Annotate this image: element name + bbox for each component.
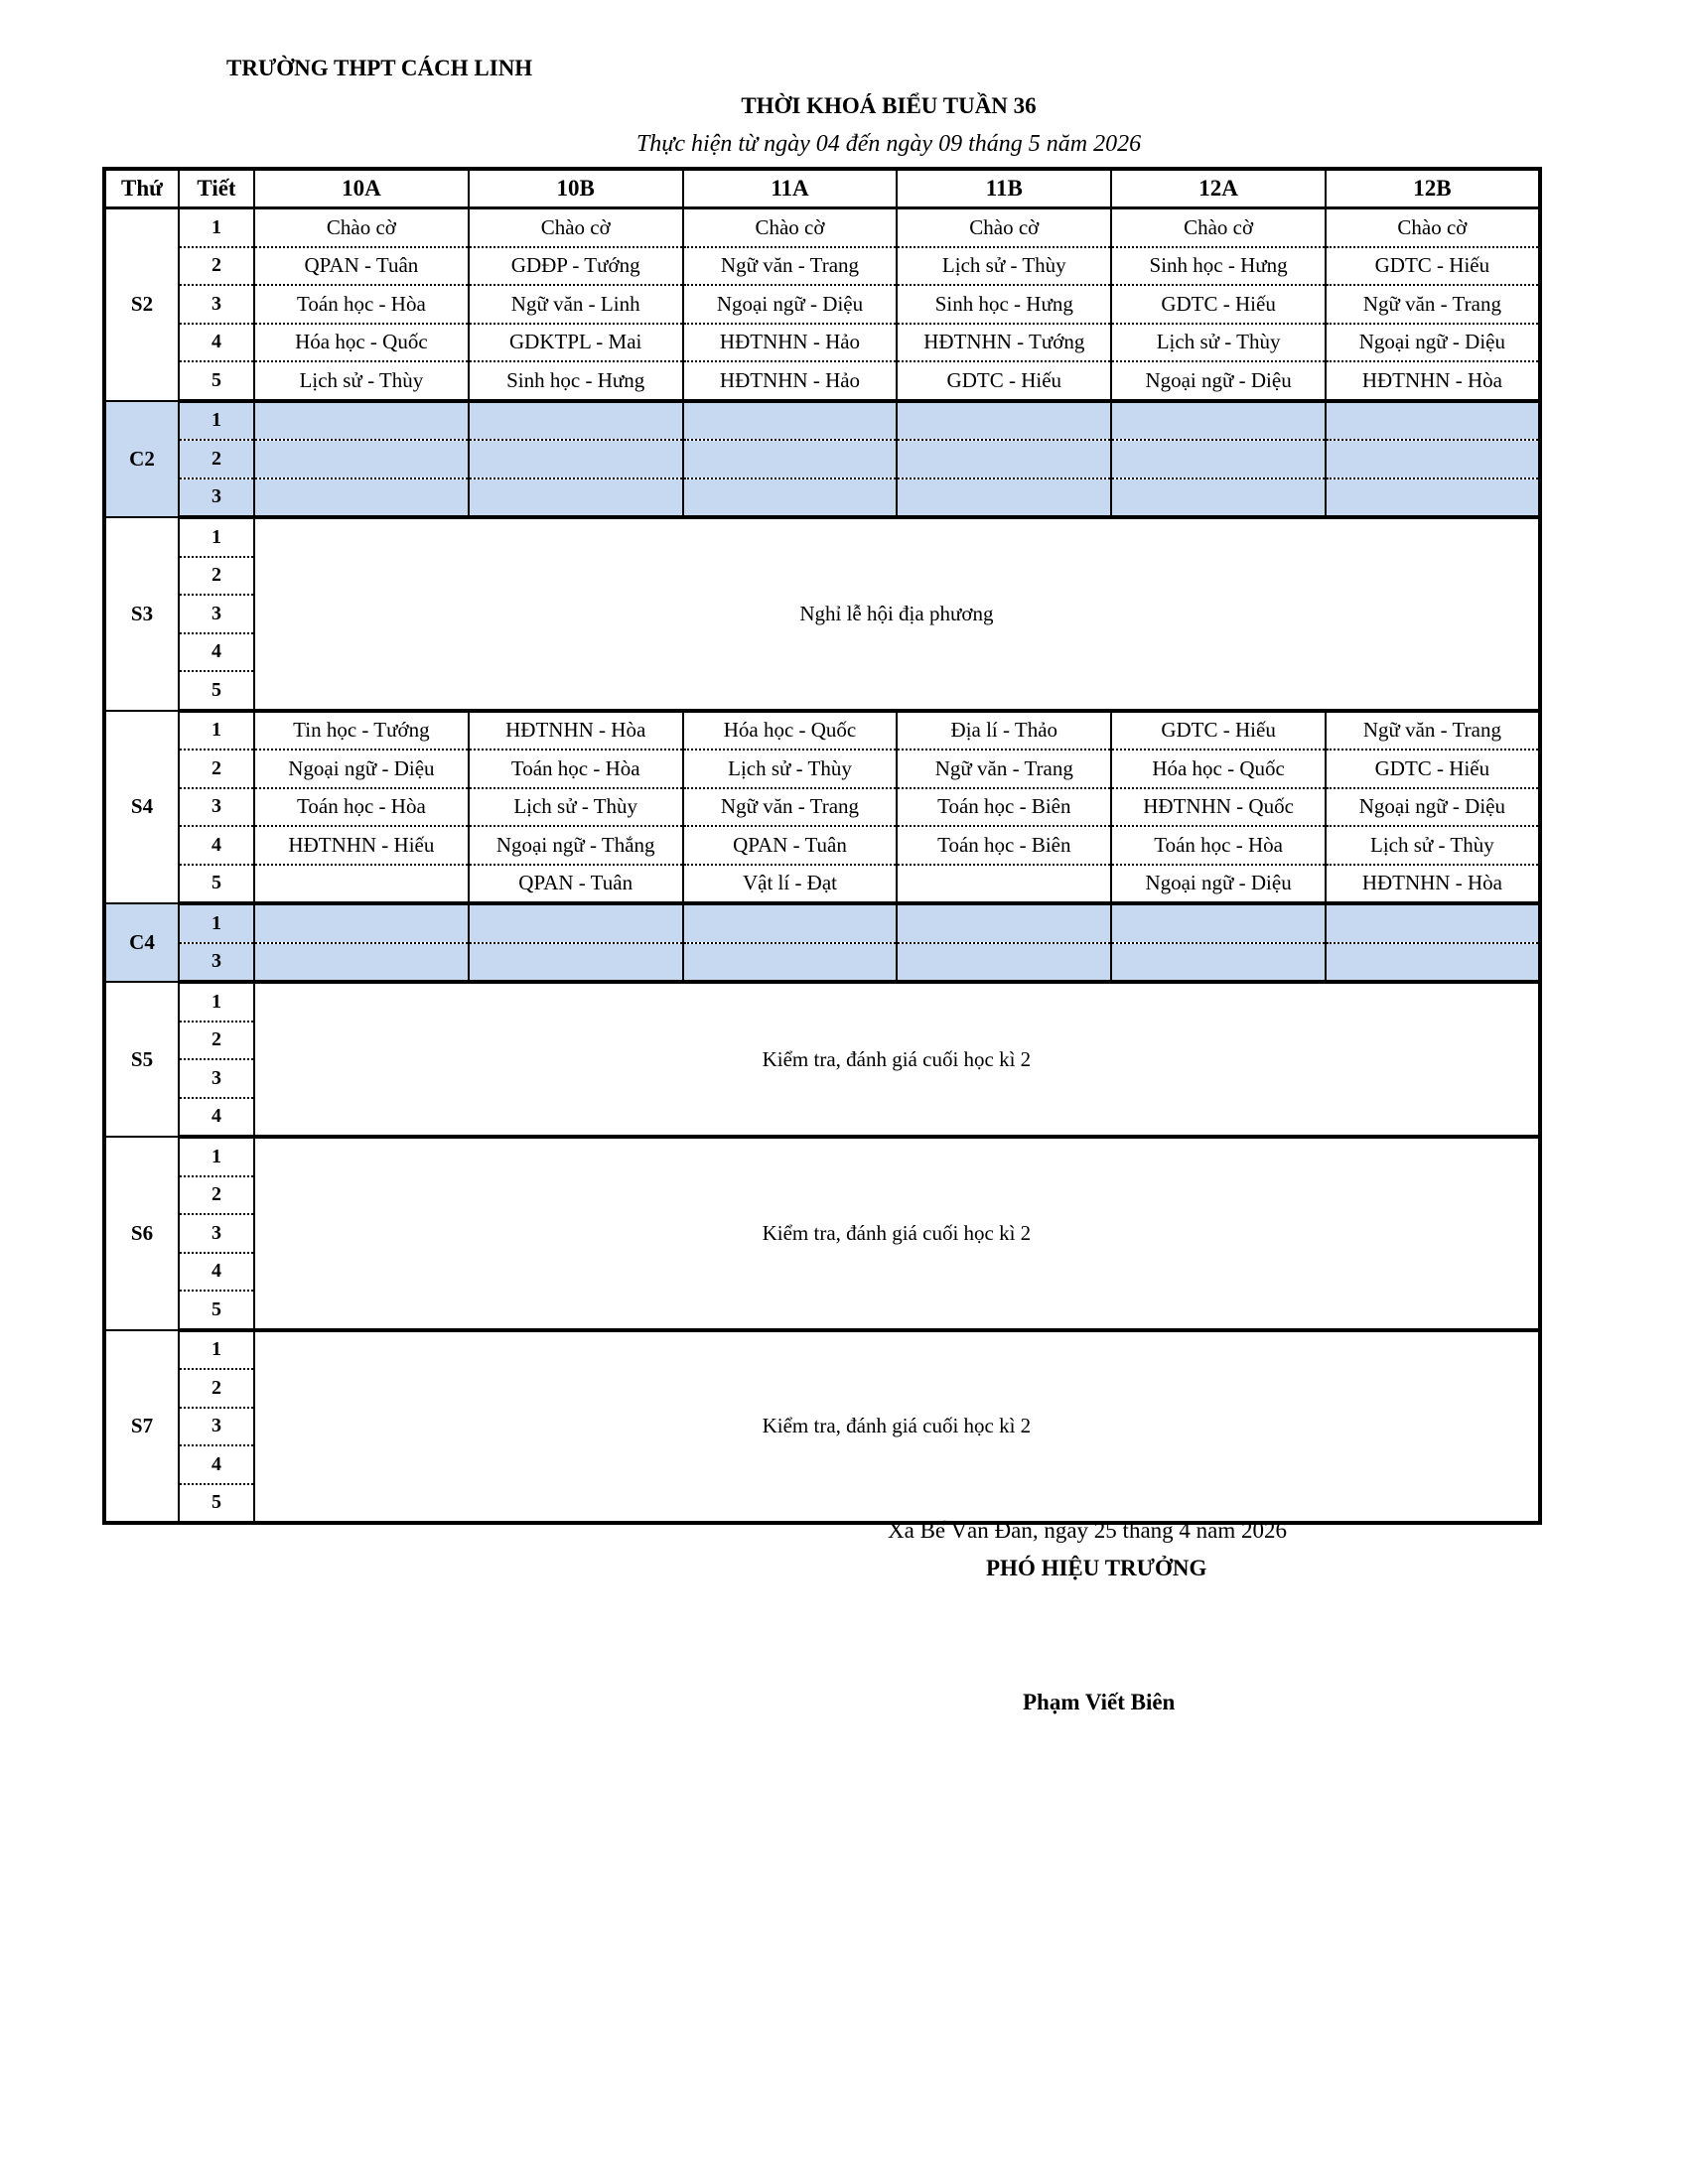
lesson-cell: HĐTNHN - Hảo xyxy=(683,324,898,362)
period-number: 4 xyxy=(179,633,254,672)
lesson-cell: Ngoại ngữ - Diệu xyxy=(1111,361,1326,401)
day-label: S3 xyxy=(104,517,179,711)
lesson-cell: GDĐP - Tướng xyxy=(469,247,683,286)
lesson-cell xyxy=(683,943,898,983)
day-notice-banner: Kiểm tra, đánh giá cuối học kì 2 xyxy=(254,1330,1540,1524)
lesson-cell: Toán học - Hòa xyxy=(254,285,469,324)
day-label: C2 xyxy=(104,401,179,518)
lesson-cell: GDKTPL - Mai xyxy=(469,324,683,362)
timetable-row xyxy=(104,711,1540,751)
lesson-cell xyxy=(469,478,683,518)
period-number: 3 xyxy=(179,1408,254,1446)
lesson-cell: Hóa học - Quốc xyxy=(254,324,469,362)
lesson-cell xyxy=(254,478,469,518)
lesson-cell xyxy=(683,440,898,478)
lesson-cell: Ngữ văn - Trang xyxy=(683,247,898,286)
lesson-cell: Hóa học - Quốc xyxy=(683,711,898,751)
lesson-cell xyxy=(1326,440,1540,478)
lesson-cell: HĐTNHN - Hiếu xyxy=(254,826,469,865)
period-number: 3 xyxy=(179,285,254,324)
day-label: S2 xyxy=(104,208,179,401)
lesson-cell: Ngoại ngữ - Diệu xyxy=(1326,788,1540,827)
timetable-row xyxy=(104,247,1540,286)
period-number: 1 xyxy=(179,1137,254,1176)
timetable-row xyxy=(104,1330,1540,1370)
lesson-cell: Toán học - Hòa xyxy=(254,788,469,827)
period-number: 1 xyxy=(179,903,254,943)
day-label: S5 xyxy=(104,982,179,1137)
timetable-header-row xyxy=(104,169,1540,208)
header-class-12a: 12A xyxy=(1111,169,1326,208)
period-number: 3 xyxy=(179,1059,254,1098)
lesson-cell: Toán học - Biên xyxy=(897,826,1111,865)
timetable-row xyxy=(104,826,1540,865)
lesson-cell xyxy=(1326,478,1540,518)
lesson-cell: Ngoại ngữ - Diệu xyxy=(683,285,898,324)
lesson-cell xyxy=(683,903,898,943)
signer-role: PHÓ HIỆU TRƯỞNG xyxy=(986,1556,1207,1580)
day-notice-banner: Kiểm tra, đánh giá cuối học kì 2 xyxy=(254,982,1540,1137)
lesson-cell: Lịch sử - Thùy xyxy=(254,361,469,401)
lesson-cell xyxy=(897,943,1111,983)
lesson-cell: GDTC - Hiếu xyxy=(1111,711,1326,751)
lesson-cell: Chào cờ xyxy=(1326,208,1540,247)
lesson-cell: QPAN - Tuân xyxy=(469,865,683,904)
lesson-cell xyxy=(897,478,1111,518)
lesson-cell: GDTC - Hiếu xyxy=(1326,247,1540,286)
lesson-cell xyxy=(683,478,898,518)
lesson-cell: Ngoại ngữ - Thắng xyxy=(469,826,683,865)
lesson-cell xyxy=(897,865,1111,904)
header-day: Thứ xyxy=(104,169,179,208)
lesson-cell xyxy=(1111,478,1326,518)
lesson-cell: GDTC - Hiếu xyxy=(897,361,1111,401)
period-number: 2 xyxy=(179,1369,254,1408)
day-notice-banner: Nghỉ lễ hội địa phương xyxy=(254,517,1540,711)
period-number: 1 xyxy=(179,517,254,557)
period-number: 5 xyxy=(179,865,254,904)
day-label: S4 xyxy=(104,711,179,904)
lesson-cell: Chào cờ xyxy=(469,208,683,247)
place-date: Xã Bế Văn Đàn, ngày 25 tháng 4 năm 2026 xyxy=(888,1518,1287,1543)
period-number: 4 xyxy=(179,1253,254,1292)
header-class-11b: 11B xyxy=(897,169,1111,208)
lesson-cell: Chào cờ xyxy=(1111,208,1326,247)
period-number: 3 xyxy=(179,595,254,633)
lesson-cell xyxy=(1111,903,1326,943)
day-label: S6 xyxy=(104,1137,179,1330)
page-subtitle: Thực hiện từ ngày 04 đến ngày 09 tháng 5 năm 2026 xyxy=(635,131,1142,157)
header-class-12b: 12B xyxy=(1326,169,1540,208)
day-label: C4 xyxy=(104,903,179,982)
lesson-cell: Tin học - Tướng xyxy=(254,711,469,751)
period-number: 1 xyxy=(179,208,254,247)
lesson-cell: GDTC - Hiếu xyxy=(1326,750,1540,788)
lesson-cell xyxy=(469,440,683,478)
lesson-cell xyxy=(469,943,683,983)
period-number: 2 xyxy=(179,1022,254,1060)
lesson-cell: QPAN - Tuân xyxy=(683,826,898,865)
lesson-cell: Ngữ văn - Linh xyxy=(469,285,683,324)
lesson-cell: Lịch sử - Thùy xyxy=(683,750,898,788)
period-number: 2 xyxy=(179,750,254,788)
lesson-cell: Toán học - Biên xyxy=(897,788,1111,827)
period-number: 4 xyxy=(179,324,254,362)
lesson-cell: Ngữ văn - Trang xyxy=(683,788,898,827)
lesson-cell xyxy=(1111,943,1326,983)
lesson-cell: QPAN - Tuân xyxy=(254,247,469,286)
lesson-cell: Toán học - Hòa xyxy=(469,750,683,788)
lesson-cell xyxy=(897,440,1111,478)
period-number: 1 xyxy=(179,982,254,1022)
lesson-cell xyxy=(1326,401,1540,441)
timetable-row xyxy=(104,865,1540,904)
lesson-cell: Toán học - Hòa xyxy=(1111,826,1326,865)
lesson-cell xyxy=(1326,903,1540,943)
lesson-cell xyxy=(469,401,683,441)
lesson-cell: Ngữ văn - Trang xyxy=(1326,711,1540,751)
lesson-cell xyxy=(897,401,1111,441)
signer-name: Phạm Viết Biên xyxy=(1023,1690,1176,1714)
lesson-cell: Sinh học - Hưng xyxy=(897,285,1111,324)
timetable-row xyxy=(104,750,1540,788)
lesson-cell: Hóa học - Quốc xyxy=(1111,750,1326,788)
period-number: 2 xyxy=(179,557,254,596)
day-notice-banner: Kiểm tra, đánh giá cuối học kì 2 xyxy=(254,1137,1540,1330)
lesson-cell: Sinh học - Hưng xyxy=(469,361,683,401)
lesson-cell: Ngữ văn - Trang xyxy=(897,750,1111,788)
lesson-cell xyxy=(254,903,469,943)
timetable-row xyxy=(104,943,1540,983)
period-number: 4 xyxy=(179,1445,254,1484)
day-label: S7 xyxy=(104,1330,179,1524)
lesson-cell: Chào cờ xyxy=(897,208,1111,247)
period-number: 5 xyxy=(179,361,254,401)
lesson-cell xyxy=(1326,943,1540,983)
timetable-row xyxy=(104,324,1540,362)
lesson-cell: Vật lí - Đạt xyxy=(683,865,898,904)
timetable-row xyxy=(104,788,1540,827)
timetable-row xyxy=(104,401,1540,441)
lesson-cell xyxy=(683,401,898,441)
period-number: 3 xyxy=(179,478,254,518)
lesson-cell: HĐTNHN - Tướng xyxy=(897,324,1111,362)
timetable-row xyxy=(104,208,1540,247)
period-number: 1 xyxy=(179,1330,254,1370)
period-number: 2 xyxy=(179,1176,254,1215)
lesson-cell: HĐTNHN - Hòa xyxy=(1326,361,1540,401)
lesson-cell xyxy=(254,865,469,904)
lesson-cell: Chào cờ xyxy=(254,208,469,247)
lesson-cell: Lịch sử - Thùy xyxy=(1326,826,1540,865)
timetable-row xyxy=(104,1137,1540,1176)
lesson-cell: HĐTNHN - Hòa xyxy=(469,711,683,751)
lesson-cell: HĐTNHN - Hòa xyxy=(1326,865,1540,904)
timetable xyxy=(102,167,1542,1525)
header-class-10a: 10A xyxy=(254,169,469,208)
lesson-cell: Chào cờ xyxy=(683,208,898,247)
period-number: 3 xyxy=(179,1214,254,1253)
lesson-cell xyxy=(254,401,469,441)
period-number: 3 xyxy=(179,788,254,827)
header-period: Tiết xyxy=(179,169,254,208)
header-class-11a: 11A xyxy=(683,169,898,208)
lesson-cell: HĐTNHN - Quốc xyxy=(1111,788,1326,827)
lesson-cell xyxy=(897,903,1111,943)
lesson-cell: Lịch sử - Thùy xyxy=(469,788,683,827)
timetable-row xyxy=(104,982,1540,1022)
period-number: 3 xyxy=(179,943,254,983)
lesson-cell xyxy=(254,943,469,983)
period-number: 5 xyxy=(179,671,254,711)
page-title: THỜI KHOÁ BIỂU TUẦN 36 xyxy=(741,93,1037,118)
period-number: 1 xyxy=(179,401,254,441)
lesson-cell xyxy=(1111,401,1326,441)
lesson-cell: Địa lí - Thảo xyxy=(897,711,1111,751)
period-number: 2 xyxy=(179,247,254,286)
school-name: TRƯỜNG THPT CÁCH LINH xyxy=(226,56,533,80)
timetable-row xyxy=(104,478,1540,518)
timetable-row xyxy=(104,285,1540,324)
lesson-cell: Lịch sử - Thùy xyxy=(897,247,1111,286)
period-number: 4 xyxy=(179,826,254,865)
lesson-cell: Sinh học - Hưng xyxy=(1111,247,1326,286)
period-number: 5 xyxy=(179,1484,254,1524)
timetable-row xyxy=(104,440,1540,478)
lesson-cell: HĐTNHN - Hảo xyxy=(683,361,898,401)
timetable-row xyxy=(104,361,1540,401)
period-number: 4 xyxy=(179,1098,254,1138)
lesson-cell: Ngoại ngữ - Diệu xyxy=(254,750,469,788)
timetable-row xyxy=(104,903,1540,943)
lesson-cell xyxy=(254,440,469,478)
lesson-cell: Ngữ văn - Trang xyxy=(1326,285,1540,324)
timetable-row xyxy=(104,517,1540,557)
lesson-cell xyxy=(1111,440,1326,478)
lesson-cell xyxy=(469,903,683,943)
period-number: 5 xyxy=(179,1291,254,1330)
lesson-cell: Lịch sử - Thùy xyxy=(1111,324,1326,362)
period-number: 1 xyxy=(179,711,254,751)
lesson-cell: GDTC - Hiếu xyxy=(1111,285,1326,324)
period-number: 2 xyxy=(179,440,254,478)
lesson-cell: Ngoại ngữ - Diệu xyxy=(1326,324,1540,362)
header-class-10b: 10B xyxy=(469,169,683,208)
lesson-cell: Ngoại ngữ - Diệu xyxy=(1111,865,1326,904)
